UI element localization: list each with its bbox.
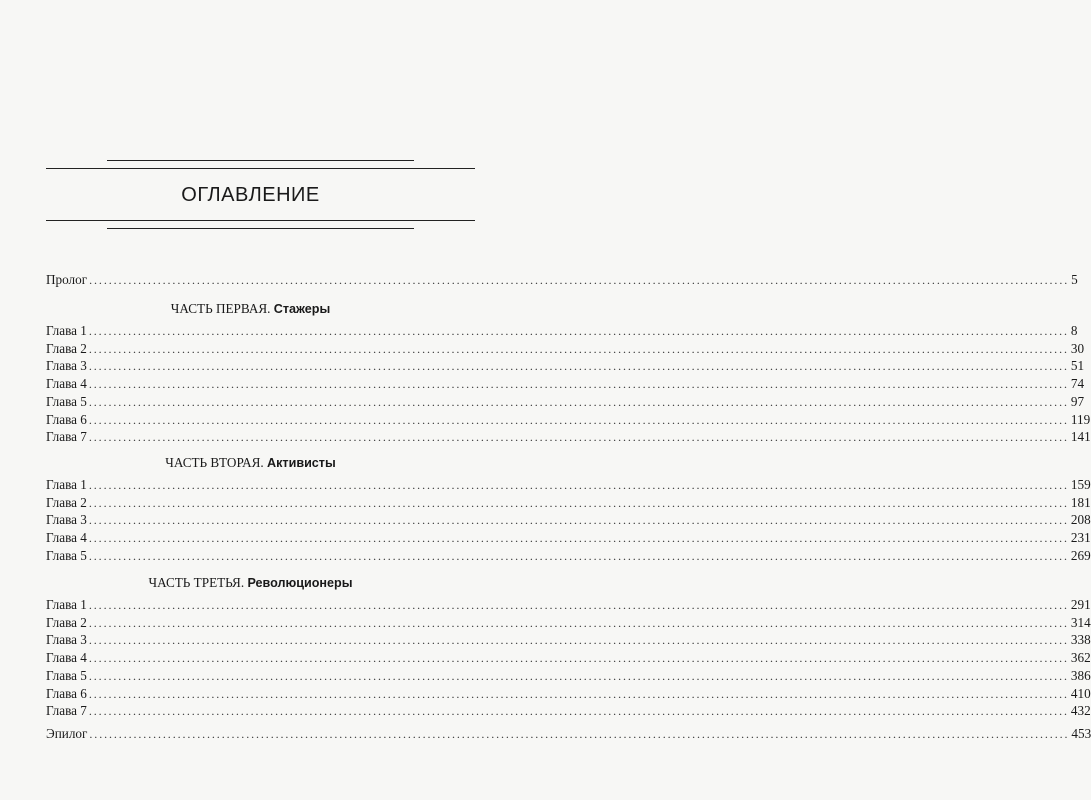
entry-label: Глава 1: [46, 323, 87, 338]
dot-leader: ........................................................................................................................................................................................................: [88, 669, 1069, 683]
dot-leader: ........................................................................................................................................................................................................: [88, 359, 1069, 373]
part-heading: [0, 574, 501, 592]
dot-leader: ........................................................................................................................................................................................................: [88, 651, 1069, 665]
toc-title: ОГЛАВЛЕНИЕ: [181, 184, 320, 206]
entry-label: Глава 5: [46, 394, 87, 409]
part-subtitle: Активисты: [267, 456, 336, 470]
dot-leader: ........................................................................................................................................................................................................: [88, 377, 1069, 391]
entry-page-number: 231: [1070, 530, 1091, 545]
entry-page-number: 314: [1070, 615, 1091, 630]
dot-leader: ........................................................................................................................................................................................................: [88, 342, 1069, 356]
part-name: ЧАСТЬ ПЕРВАЯ.: [170, 301, 274, 316]
dot-leader: ........................................................................................................................................................................................................: [88, 413, 1069, 427]
entry-label: Глава 4: [46, 530, 87, 545]
toc-entry-chapter[interactable]: [46, 476, 1091, 493]
part-heading: [0, 300, 501, 318]
toc-entry-chapter[interactable]: [46, 614, 1091, 631]
entry-label: Глава 3: [46, 512, 87, 527]
entry-page-number: 8: [1070, 323, 1078, 338]
toc-entry-chapter[interactable]: [46, 393, 1085, 410]
title-rule-bottom-short: [107, 228, 414, 229]
dot-leader: ........................................................................................................................................................................................................: [88, 478, 1069, 492]
entry-page-number: 362: [1070, 650, 1091, 665]
toc-entry-chapter[interactable]: [46, 649, 1091, 666]
entry-page-number: 432: [1070, 703, 1091, 718]
toc-entry-chapter[interactable]: [46, 494, 1091, 511]
entry-page-number: 410: [1070, 686, 1091, 701]
toc-entry-chapter[interactable]: [46, 357, 1085, 374]
dot-leader: ........................................................................................................................................................................................................: [89, 273, 1070, 287]
entry-label: Глава 3: [46, 632, 87, 647]
entry-label: Глава 4: [46, 376, 87, 391]
entry-page-number: 338: [1070, 632, 1091, 647]
toc-entry-chapter[interactable]: [46, 596, 1091, 613]
dot-leader: ........................................................................................................................................................................................................: [88, 496, 1069, 510]
toc-entry-chapter[interactable]: [46, 702, 1091, 719]
dot-leader: ........................................................................................................................................................................................................: [88, 324, 1069, 338]
entry-page-number: 159: [1070, 477, 1091, 492]
entry-label: Пролог: [46, 272, 88, 287]
toc-entry-chapter[interactable]: [46, 685, 1091, 702]
part-heading: [0, 454, 501, 472]
part-name: ЧАСТЬ ВТОРАЯ.: [165, 455, 268, 470]
toc-entry-chapter[interactable]: [46, 411, 1091, 428]
dot-leader: ........................................................................................................................................................................................................: [88, 704, 1069, 718]
title-rule-top-short: [107, 160, 414, 161]
part-name: ЧАСТЬ ТРЕТЬЯ.: [148, 575, 248, 590]
entry-label: Глава 5: [46, 548, 87, 563]
part-subtitle: Стажеры: [273, 302, 331, 316]
entry-page-number: 74: [1070, 376, 1085, 391]
dot-leader: ........................................................................................................................................................................................................: [88, 633, 1069, 647]
entry-label: Глава 1: [46, 597, 87, 612]
entry-label: Глава 6: [46, 412, 87, 427]
entry-label: Глава 3: [46, 358, 87, 373]
toc-entry-chapter[interactable]: [46, 547, 1091, 564]
entry-page-number: 208: [1070, 512, 1091, 527]
dot-leader: ........................................................................................................................................................................................................: [88, 430, 1069, 444]
entry-page-number: 5: [1071, 272, 1078, 287]
entry-page-number: 51: [1070, 358, 1085, 373]
dot-leader: ........................................................................................................................................................................................................: [88, 616, 1069, 630]
toc-entry-chapter[interactable]: [46, 428, 1091, 445]
dot-leader: ........................................................................................................................................................................................................: [88, 549, 1069, 563]
dot-leader: ........................................................................................................................................................................................................: [88, 598, 1069, 612]
entry-page-number: 30: [1070, 341, 1085, 356]
entry-page-number: 119: [1070, 412, 1091, 427]
entry-label: Глава 6: [46, 686, 87, 701]
title-rule-bottom-long: [46, 220, 475, 221]
toc-entry-chapter[interactable]: [46, 340, 1085, 357]
toc-entry-epilogue[interactable]: [46, 725, 1091, 742]
dot-leader: ........................................................................................................................................................................................................: [88, 395, 1069, 409]
entry-label: Глава 4: [46, 650, 87, 665]
entry-label: Глава 1: [46, 477, 87, 492]
entry-page-number: 291: [1070, 597, 1091, 612]
part-subtitle: Революционеры: [247, 576, 353, 590]
title-rule-top-long: [46, 168, 475, 169]
entry-label: Глава 5: [46, 668, 87, 683]
toc-entry-chapter[interactable]: [46, 375, 1085, 392]
dot-leader: ........................................................................................................................................................................................................: [88, 687, 1069, 701]
entry-page-number: 141: [1070, 429, 1091, 444]
dot-leader: ........................................................................................................................................................................................................: [88, 513, 1069, 527]
entry-page-number: 269: [1070, 548, 1091, 563]
entry-label: Глава 2: [46, 495, 87, 510]
toc-entry-prologue[interactable]: [46, 271, 1078, 288]
entry-page-number: 453: [1071, 726, 1091, 741]
entry-label: Эпилог: [46, 726, 88, 741]
entry-label: Глава 2: [46, 615, 87, 630]
toc-entry-chapter[interactable]: [46, 511, 1091, 528]
entry-page-number: 181: [1070, 495, 1091, 510]
toc-entry-chapter[interactable]: [46, 667, 1091, 684]
dot-leader: ........................................................................................................................................................................................................: [89, 727, 1070, 741]
entry-page-number: 97: [1070, 394, 1085, 409]
toc-entry-chapter[interactable]: [46, 322, 1078, 339]
entry-label: Глава 7: [46, 703, 87, 718]
entry-page-number: 386: [1070, 668, 1091, 683]
entry-label: Глава 7: [46, 429, 87, 444]
toc-entry-chapter[interactable]: [46, 631, 1091, 648]
dot-leader: ........................................................................................................................................................................................................: [88, 531, 1069, 545]
entry-label: Глава 2: [46, 341, 87, 356]
toc-entry-chapter[interactable]: [46, 529, 1091, 546]
